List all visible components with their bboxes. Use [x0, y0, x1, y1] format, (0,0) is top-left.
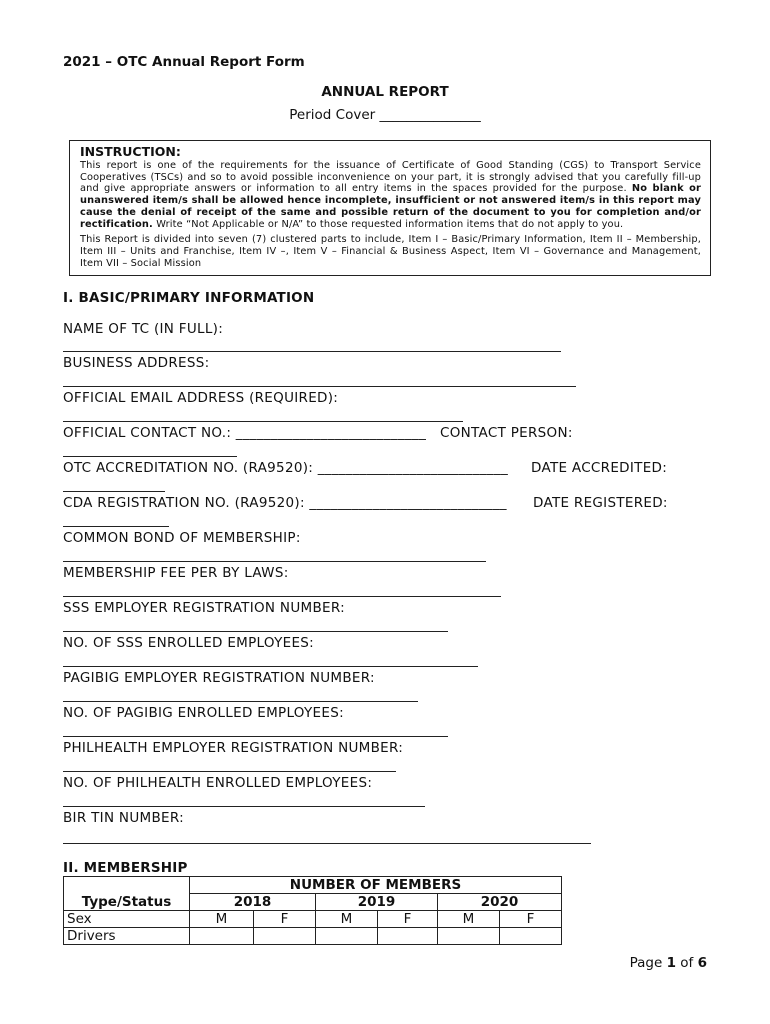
type-status-header: Type/Status: [64, 894, 190, 911]
female-2019-header: F: [378, 911, 438, 928]
philhealth-employer-line[interactable]: [63, 771, 396, 772]
drivers-label: Drivers: [64, 928, 190, 945]
female-2018-header: F: [254, 911, 316, 928]
cda-registration-label: CDA REGISTRATION NO. (RA9520): ____________________________: [63, 495, 507, 511]
email-line[interactable]: [63, 421, 463, 422]
year-2020-header: 2020: [438, 894, 562, 911]
name-tc-label: NAME OF TC (IN FULL):: [63, 321, 224, 337]
page-word: Page: [629, 955, 663, 971]
philhealth-employer-label: PHILHEALTH EMPLOYER REGISTRATION NUMBER:: [63, 740, 404, 756]
male-2020-header: M: [438, 911, 500, 928]
period-cover: Period Cover _______________: [289, 107, 481, 123]
report-title: ANNUAL REPORT: [321, 84, 449, 100]
membership-table: [63, 876, 562, 945]
current-page: 1: [666, 955, 676, 971]
drivers-male-2019-cell[interactable]: [316, 928, 378, 945]
instruction-text-a: This report is one of the requirements for the issuance of Certificate of Good Standing (CGS) to Transport Service Cooperatives (TSCs) and so to avoid possible inconvenience on your part, it is strongly advised that you carefully fill-up and give appropriate answers or information to all entry items in the spaces provided for the purpose.: [80, 160, 701, 195]
sss-enrolled-label: NO. OF SSS ENROLLED EMPLOYEES:: [63, 635, 315, 651]
otc-accreditation-label: OTC ACCREDITATION NO. (RA9520): ___________________________: [63, 460, 509, 476]
of-word: of: [680, 955, 694, 971]
sss-employer-line[interactable]: [63, 631, 448, 632]
drivers-female-2020-cell[interactable]: [500, 928, 562, 945]
female-2020-header: F: [500, 911, 562, 928]
pagibig-enrolled-label: NO. OF PAGIBIG ENROLLED EMPLOYEES:: [63, 705, 344, 721]
contact-no-label: OFFICIAL CONTACT NO.: ___________________________: [63, 425, 427, 441]
sss-enrolled-line[interactable]: [63, 666, 478, 667]
philhealth-enrolled-label: NO. OF PHILHEALTH ENROLLED EMPLOYEES:: [63, 775, 373, 791]
bir-tin-line[interactable]: [63, 843, 591, 844]
common-bond-line[interactable]: [63, 561, 486, 562]
male-2019-header: M: [316, 911, 378, 928]
year-2019-header: 2019: [316, 894, 438, 911]
pagibig-employer-line[interactable]: [63, 701, 418, 702]
drivers-female-2018-cell[interactable]: [254, 928, 316, 945]
date-registered-line[interactable]: [63, 526, 169, 527]
instruction-box: [69, 140, 711, 276]
sex-label: Sex: [64, 911, 190, 928]
instruction-text-c: Write “Not Applicable or N/A” to those requested information items that do not apply to you.: [156, 218, 624, 230]
instruction-heading: INSTRUCTION:: [80, 144, 181, 159]
membership-fee-label: MEMBERSHIP FEE PER BY LAWS:: [63, 565, 289, 581]
instruction-warning: No blank or unanswered item/s shall be allowed hence incomplete, insufficient or not answered item/s in this report may cause the denial of receipt of the same and possible return of the document to you for completion and/or rectification.: [80, 183, 702, 230]
contact-person-label: CONTACT PERSON:: [440, 425, 573, 441]
table-corner-cell: [64, 877, 190, 894]
drivers-male-2018-cell[interactable]: [190, 928, 254, 945]
drivers-female-2019-cell[interactable]: [378, 928, 438, 945]
instruction-paragraph-2: This Report is divided into seven (7) clustered parts to include, Item I – Basic/Primary Information, Item II – Membership, Item III – Units and Franchise, Item IV –, Item V – Financial & Business Aspect, Item VI – Governance and Management, Item VII – Social Mission: [80, 234, 701, 269]
common-bond-label: COMMON BOND OF MEMBERSHIP:: [63, 530, 301, 546]
form-title: 2021 – OTC Annual Report Form: [63, 54, 305, 70]
bir-tin-label: BIR TIN NUMBER:: [63, 810, 184, 826]
male-2018-header: M: [190, 911, 254, 928]
sss-employer-label: SSS EMPLOYER REGISTRATION NUMBER:: [63, 600, 345, 616]
date-registered-label: DATE REGISTERED:: [533, 495, 668, 511]
year-2018-header: 2018: [190, 894, 316, 911]
section-1-title: I. BASIC/PRIMARY INFORMATION: [63, 290, 315, 306]
number-of-members-header: NUMBER OF MEMBERS: [190, 877, 562, 894]
philhealth-enrolled-line[interactable]: [63, 806, 425, 807]
pagibig-employer-label: PAGIBIG EMPLOYER REGISTRATION NUMBER:: [63, 670, 375, 686]
contact-person-line[interactable]: [63, 456, 237, 457]
name-tc-line[interactable]: [63, 351, 561, 352]
page-number: [630, 955, 707, 971]
email-label: OFFICIAL EMAIL ADDRESS (REQUIRED):: [63, 390, 339, 406]
membership-fee-line[interactable]: [63, 596, 501, 597]
date-accredited-label: DATE ACCREDITED:: [531, 460, 668, 476]
drivers-male-2020-cell[interactable]: [438, 928, 500, 945]
instruction-paragraph-1: [80, 160, 701, 230]
pagibig-enrolled-line[interactable]: [63, 736, 448, 737]
date-accredited-line[interactable]: [63, 491, 165, 492]
section-2-title: II. MEMBERSHIP: [63, 860, 188, 876]
business-address-line[interactable]: [63, 386, 576, 387]
business-address-label: BUSINESS ADDRESS:: [63, 355, 210, 371]
total-pages: 6: [697, 955, 707, 971]
